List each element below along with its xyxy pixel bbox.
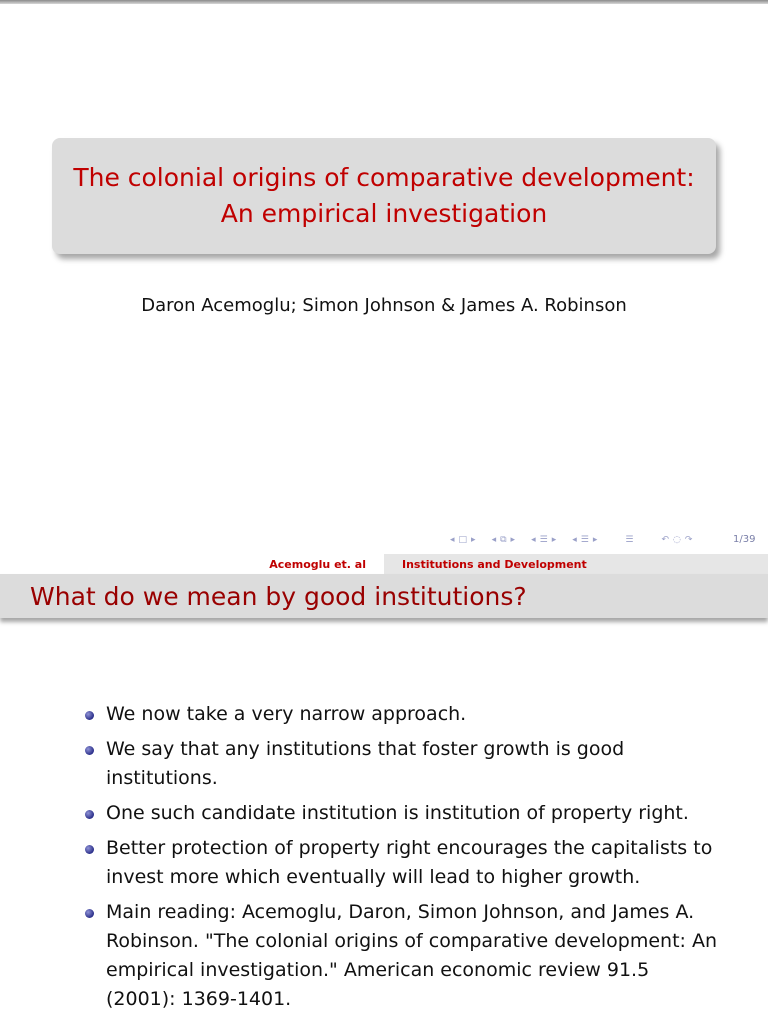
nav-prev-frame-icon[interactable]: ◂	[491, 535, 497, 545]
list-item	[84, 700, 724, 729]
footline-author-text: Acemoglu et. al	[269, 557, 366, 571]
list-item	[84, 735, 724, 793]
list-item	[84, 799, 724, 828]
footline-title-text: Institutions and Development	[402, 557, 587, 571]
list-item	[84, 834, 724, 892]
title-box	[52, 138, 716, 254]
nav-next-frame-icon[interactable]: ▸	[510, 535, 516, 545]
nav-back-icon[interactable]: ↶	[661, 535, 669, 545]
nav-next-slide-icon[interactable]: ▸	[471, 535, 476, 545]
footline	[0, 554, 768, 574]
bullet-list	[84, 700, 724, 1020]
bullet-text: We say that any institutions that foster growth is good institutions.	[106, 738, 625, 789]
bullet-icon	[85, 711, 94, 720]
list-item	[84, 898, 724, 1014]
nav-slide-icon[interactable]: □	[458, 535, 468, 545]
footline-author	[0, 554, 384, 574]
nav-next-subsection-icon[interactable]: ▸	[551, 535, 557, 545]
beamer-navigation-bar	[450, 532, 692, 548]
footline-title	[384, 554, 768, 574]
nav-subsection-icon[interactable]: ☰	[539, 535, 548, 545]
slide-title-line-2: An empirical investigation	[220, 199, 548, 228]
slide-title-line-1: The colonial origins of comparative development:	[73, 163, 695, 192]
bullet-icon	[85, 746, 94, 755]
nav-frame-icon[interactable]: ⧉	[500, 535, 507, 545]
bullet-icon	[85, 909, 94, 918]
bullet-text: We now take a very narrow approach.	[106, 703, 467, 725]
frame-title	[0, 574, 768, 618]
bullet-icon	[85, 810, 94, 819]
nav-prev-subsection-icon[interactable]: ◂	[531, 535, 536, 545]
nav-next-section-icon[interactable]: ▸	[592, 535, 598, 545]
nav-section-icon[interactable]: ☰	[580, 535, 589, 545]
authors: Daron Acemoglu; Simon Johnson & James A. Robinson	[141, 295, 627, 316]
page-number: 1/39	[733, 534, 756, 545]
nav-toc-icon[interactable]: ☰	[625, 535, 634, 545]
nav-prev-section-icon[interactable]: ◂	[572, 535, 577, 545]
nav-forward-icon[interactable]: ↷	[684, 535, 693, 545]
bullet-text: Main reading: Acemoglu, Daron, Simon Johnson, and James A. Robinson. "The colonial origins of comparative development: An empirical investigation." American economic review 91.5 (2001): 1369-1401.	[106, 901, 718, 1010]
bullet-text: One such candidate institution is institution of property right.	[106, 802, 689, 824]
nav-search-icon[interactable]: ◌	[672, 535, 681, 545]
bullet-icon	[85, 845, 94, 854]
bullet-text: Better protection of property right encourages the capitalists to invest more which eventually will lead to higher growth.	[106, 837, 713, 888]
top-shadow-rule	[0, 0, 768, 4]
frame-title-text: What do we mean by good institutions?	[30, 581, 527, 611]
nav-prev-slide-icon[interactable]: ◂	[450, 535, 455, 545]
